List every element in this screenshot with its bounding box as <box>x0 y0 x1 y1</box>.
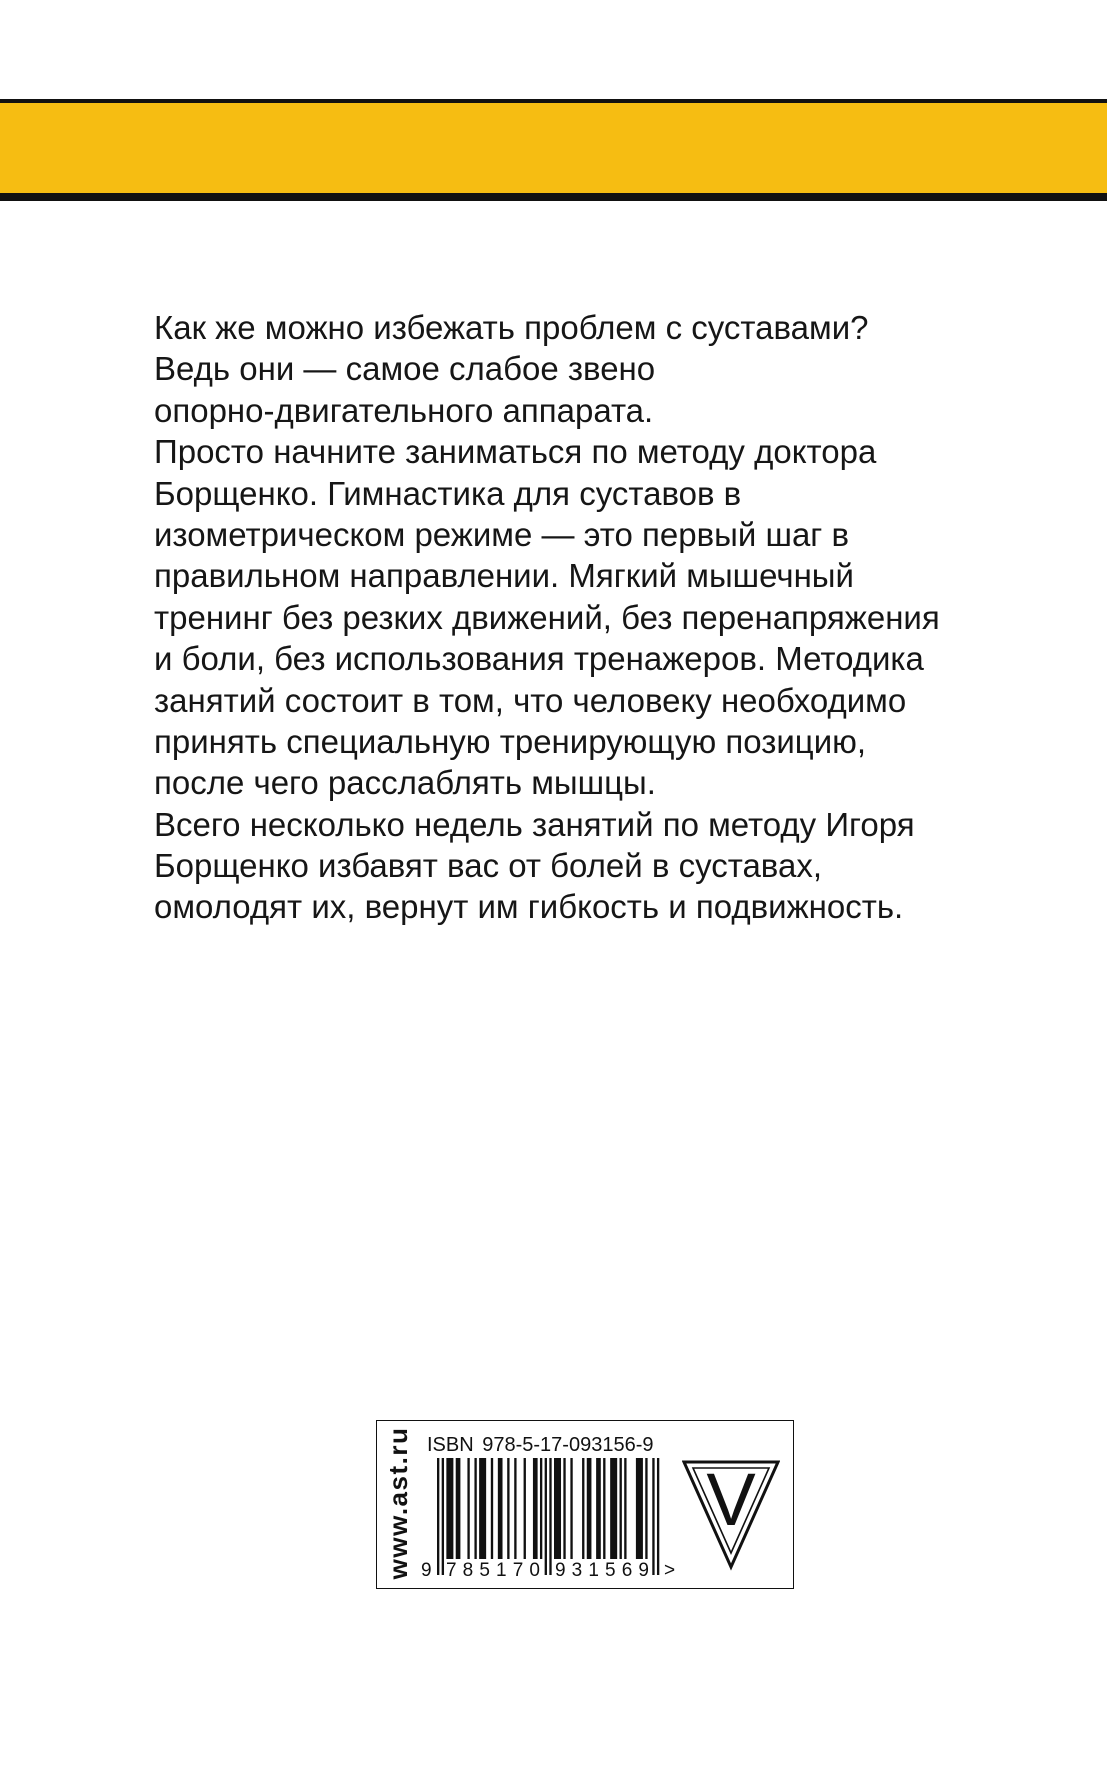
text-line: занятий состоит в том, что человеку необходимо <box>154 681 907 719</box>
band-bottom-rule <box>0 193 1107 201</box>
text-line: Просто начните заниматься по методу доктора <box>154 433 877 471</box>
barcode-guard-bar <box>652 1458 654 1575</box>
barcode-bar <box>540 1458 542 1559</box>
barcode-guard-bar <box>657 1458 659 1575</box>
barcode-guard-bar <box>545 1458 547 1575</box>
barcode-guard-bar <box>437 1458 439 1575</box>
barcode-bar <box>446 1458 453 1559</box>
barcode-bar <box>636 1458 643 1559</box>
paragraph <box>154 431 1074 804</box>
barcode-bar <box>582 1458 584 1559</box>
text-line: Всего несколько недель занятий по методу Игоря <box>154 805 915 843</box>
description-text <box>154 307 1074 928</box>
barcode-bar <box>603 1458 605 1559</box>
yellow-header-band <box>0 103 1107 193</box>
barcode-left-digits: 785170 <box>446 1560 540 1581</box>
barcode-bar <box>570 1458 572 1559</box>
barcode-guard-bar <box>549 1458 551 1575</box>
paragraph <box>154 804 1074 928</box>
barcode-bars <box>437 1458 659 1575</box>
barcode-first-digit: 9 <box>421 1560 432 1581</box>
text-line: опорно-двигательного аппарата. <box>154 391 654 429</box>
text-line: и боли, без использования тренажеров. Методика <box>154 640 924 678</box>
barcode-bar <box>507 1458 509 1559</box>
barcode-bar <box>645 1458 647 1559</box>
isbn-label: ISBN 978-5-17-093156-9 <box>427 1434 654 1456</box>
barcode-bar <box>498 1458 503 1559</box>
barcode-bar <box>479 1458 486 1559</box>
barcode-bar <box>554 1458 561 1559</box>
ean13-barcode <box>418 1456 678 1582</box>
logo-letter: V <box>706 1459 756 1541</box>
text-line: тренинг без резких движений, без перенапряжения <box>154 598 940 636</box>
barcode-bar <box>514 1458 516 1559</box>
barcode-bar <box>596 1458 601 1559</box>
publisher-triangle-logo <box>682 1459 780 1571</box>
barcode-bar <box>456 1458 461 1559</box>
barcode-right-digits: 931569 <box>555 1560 649 1581</box>
paragraph <box>154 307 1074 431</box>
text-line: Ведь они — самое слабое звено <box>154 350 656 388</box>
barcode-bar <box>524 1458 526 1559</box>
barcode-bar <box>610 1458 617 1559</box>
barcode-bar <box>624 1458 626 1559</box>
barcode-bar <box>587 1458 592 1559</box>
text-line: Борщенко. Гимнастика для суставов в <box>154 474 742 512</box>
text-line: принять специальную тренирующую позицию, <box>154 722 867 760</box>
text-line: омолодят их, вернут им гибкость и подвижность. <box>154 888 904 926</box>
barcode-bar <box>474 1458 476 1559</box>
text-line: Борщенко избавят вас от болей в суставах, <box>154 847 822 885</box>
text-line: правильном направлении. Мягкий мышечный <box>154 557 854 595</box>
barcode-guard-bar <box>442 1458 444 1575</box>
barcode-bar <box>620 1458 622 1559</box>
barcode-bar <box>467 1458 469 1559</box>
publisher-website: www.ast.ru <box>383 1426 413 1580</box>
text-line: изометрическом режиме — это первый шаг в <box>154 515 850 553</box>
text-line: после чего расслаблять мышцы. <box>154 764 656 802</box>
barcode-end-marker: > <box>664 1560 676 1581</box>
text-line: Как же можно избежать проблем с суставами? <box>154 309 869 346</box>
barcode-bar <box>563 1458 565 1559</box>
barcode-bar <box>533 1458 538 1559</box>
barcode-bar <box>491 1458 493 1559</box>
